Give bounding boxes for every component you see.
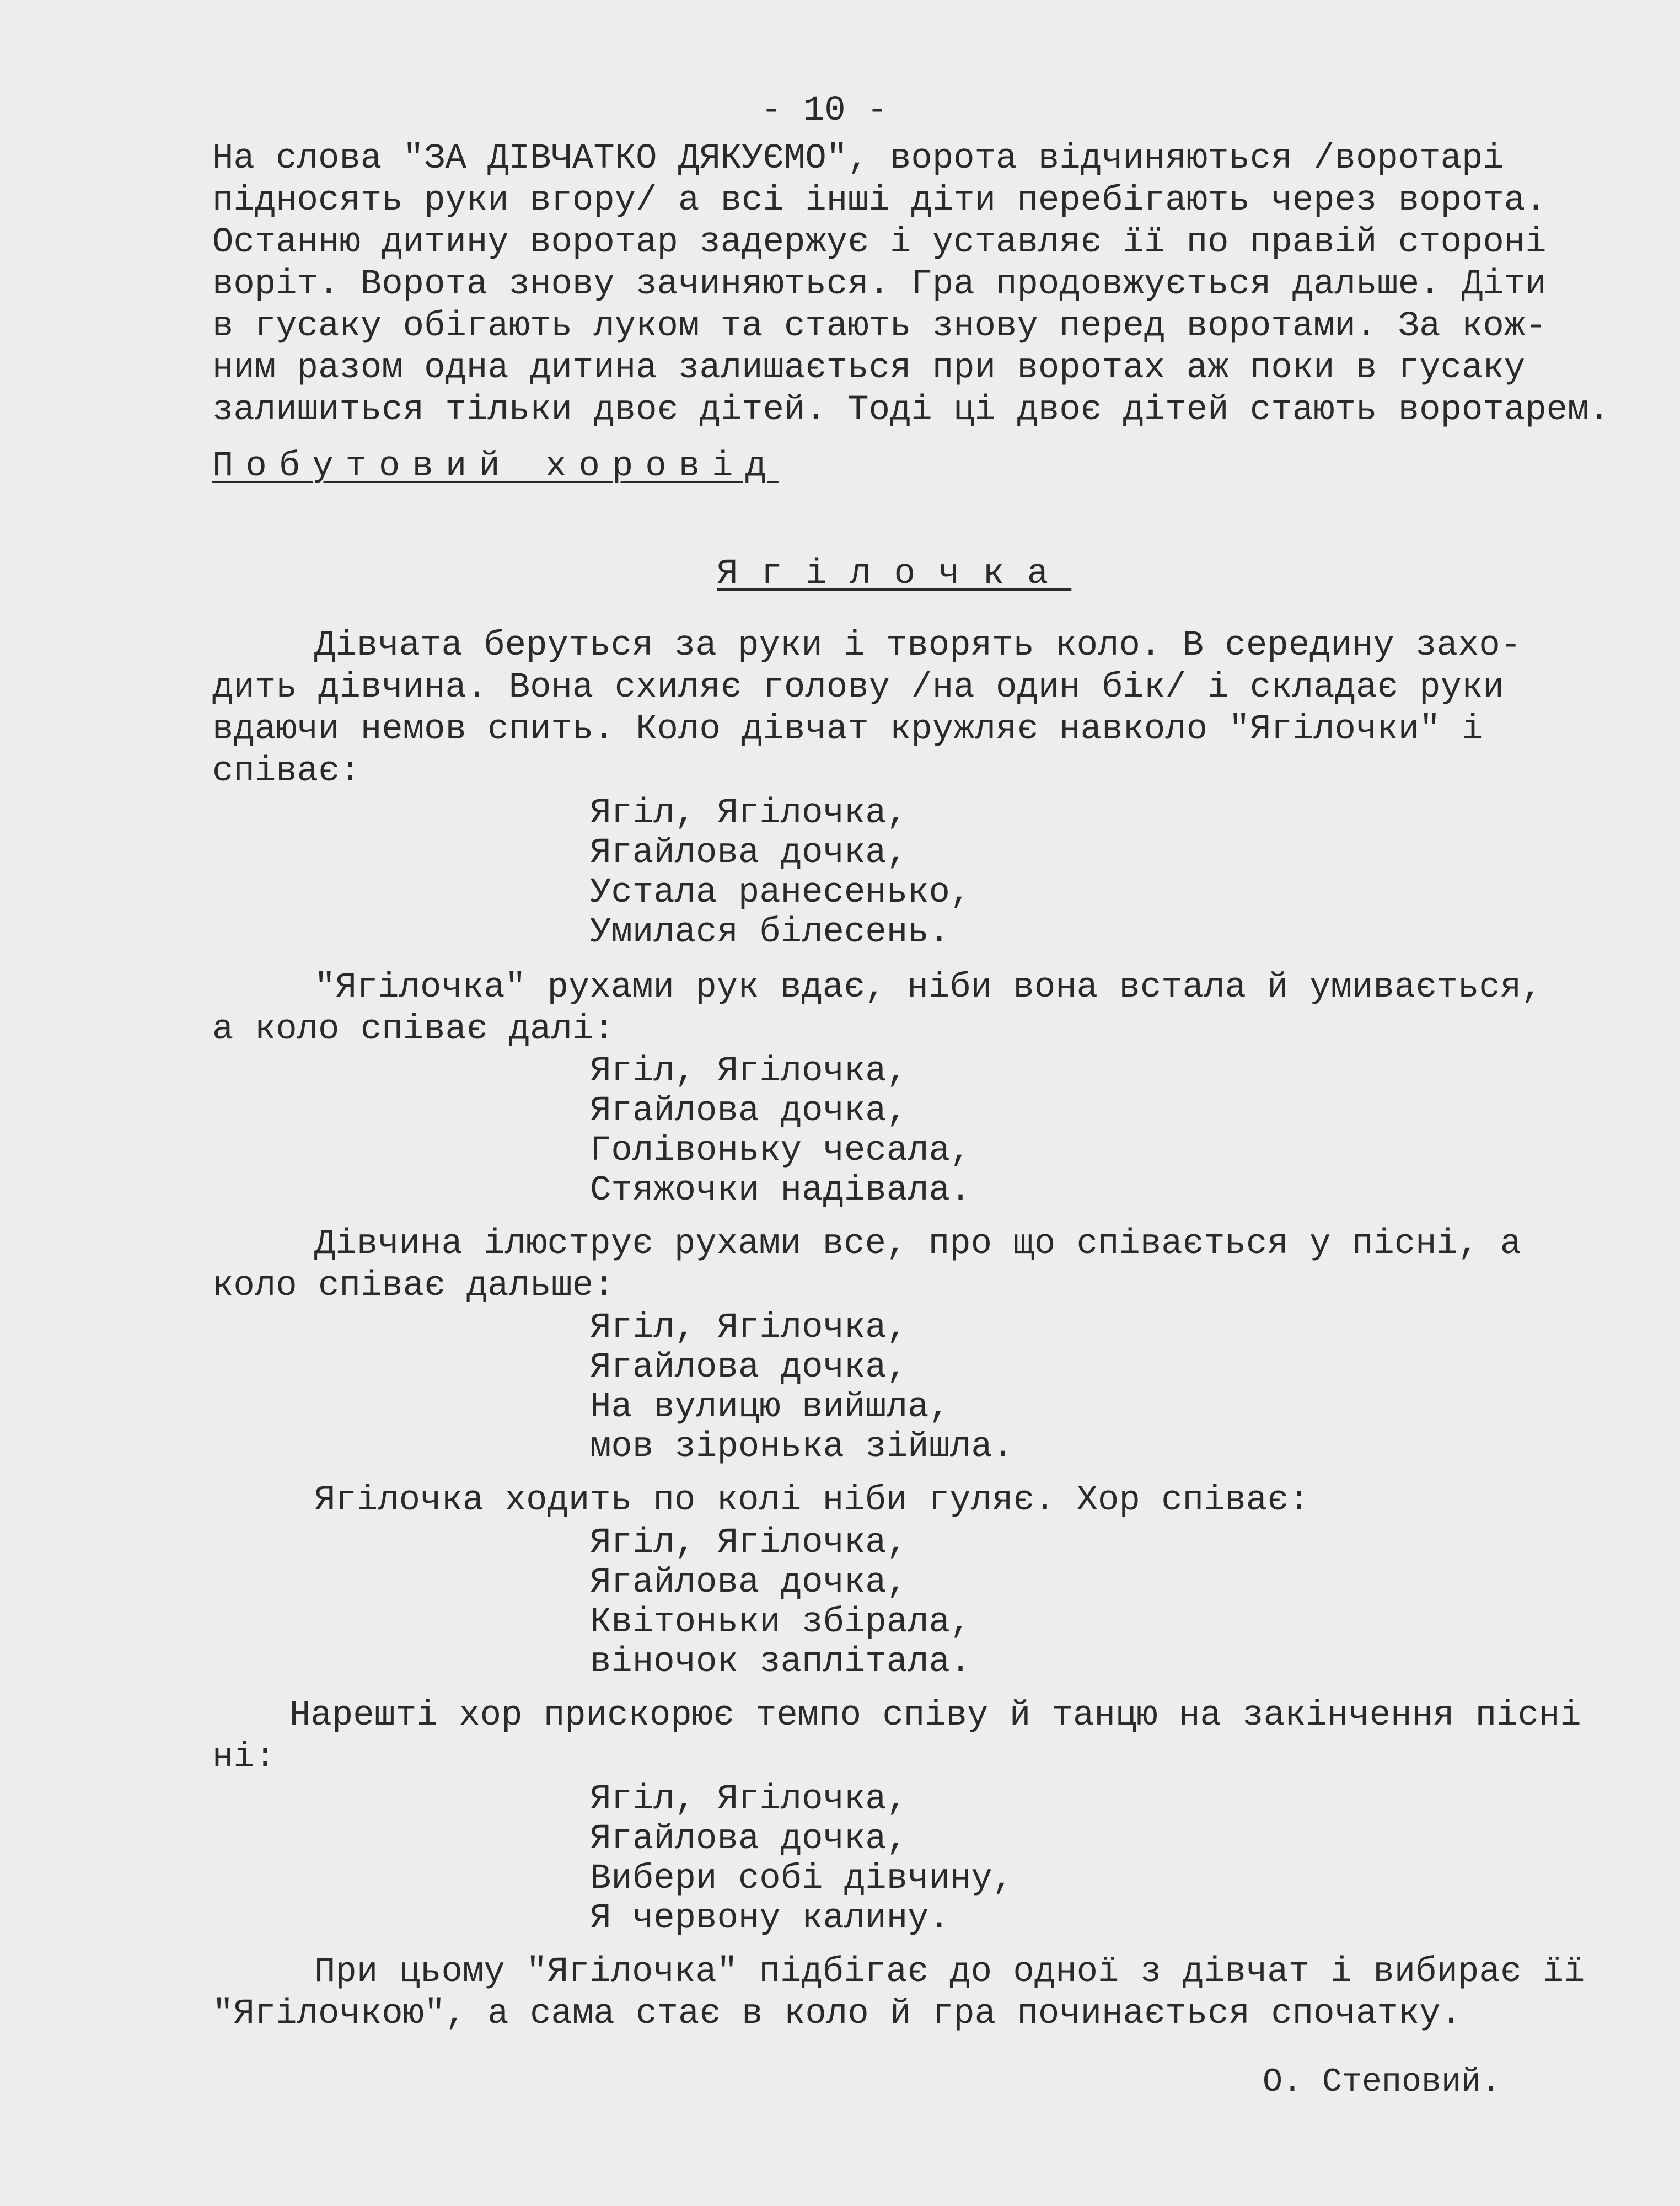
verse-line: Ягіл, Ягілочка, — [590, 1780, 908, 1819]
verse-line: мов зіронька зійшла. — [590, 1427, 1014, 1467]
verse-line: Голівоньку чесала, — [590, 1131, 971, 1171]
verse-line: Квітоньки збірала, — [590, 1603, 971, 1642]
intro-line: На слова "ЗА ДІВЧАТКО ДЯКУЄМО", ворота відчиняються /воротарі — [212, 139, 1504, 179]
verse-line: На вулицю вийшла, — [590, 1388, 950, 1427]
verse-line: віночок заплітала. — [590, 1642, 971, 1682]
description-line: дить дівчина. Вона схиляє голову /на один бік/ і складає руки — [212, 668, 1504, 708]
verse-line: Ягіл, Ягілочка, — [590, 794, 908, 833]
intro-line: ним разом одна дитина залишається при воротах аж поки в гусаку — [212, 349, 1526, 388]
description-line: співає: — [212, 752, 361, 791]
narrative-line: Дівчина ілюструє рухами все, про що співається у пісні, а — [314, 1224, 1522, 1264]
verse-line: Ягайлова дочка, — [590, 1348, 908, 1388]
narrative-line: Нарешті хор прискорює темпо співу й танцю на закінчення пісні — [289, 1696, 1581, 1736]
verse-line: Вибери собі дівчину, — [590, 1859, 1014, 1899]
intro-line: в гусаку обігають луком та стають знову перед воротами. За кож- — [212, 307, 1547, 346]
intro-line: воріт. Ворота знову зачиняються. Гра продовжується дальше. Діти — [212, 265, 1547, 304]
intro-line: підносять руки вгору/ а всі інші діти перебігають через ворота. — [212, 181, 1547, 221]
verse-line: Ягіл, Ягілочка, — [590, 1523, 908, 1563]
description-line: вдаючи немов спить. Коло дівчат кружляє навколо "Ягілочки" і — [212, 710, 1483, 749]
narrative-line: ні: — [212, 1738, 276, 1777]
narrative-line: а коло співає далі: — [212, 1010, 615, 1050]
section-heading: Побутовий хоровід — [212, 447, 779, 486]
verse-line: Ягіл, Ягілочка, — [590, 1308, 908, 1348]
verse-line: Стяжочки надівала. — [590, 1171, 971, 1211]
narrative-line: Ягілочка ходить по колі ніби гуляє. Хор співає: — [314, 1481, 1310, 1520]
narrative-line: коло співає дальше: — [212, 1266, 615, 1306]
closing-line: "Ягілочкою", а сама стає в коло й гра починається спочатку. — [212, 1994, 1462, 2034]
verse-line: Ягайлова дочка, — [590, 1091, 908, 1131]
verse-line: Ягайлова дочка, — [590, 1819, 908, 1859]
song-title: Ягілочка — [717, 554, 1072, 594]
verse-line: Умилася білесень. — [590, 913, 950, 952]
closing-line: При цьому "Ягілочка" підбігає до одної з дівчат і вибирає її — [314, 1952, 1585, 1992]
description-line: Дівчата беруться за руки і творять коло. В середину захо- — [314, 626, 1522, 666]
page-number: - 10 - — [761, 91, 888, 131]
intro-line: Останню дитину воротар задержує і уставляє її по правій стороні — [212, 223, 1547, 263]
verse-line: Ягайлова дочка, — [590, 1563, 908, 1603]
verse-line: Устала ранесенько, — [590, 873, 971, 913]
verse-line: Ягайлова дочка, — [590, 833, 908, 873]
narrative-line: "Ягілочка" рухами рук вдає, ніби вона встала й умивається, — [314, 968, 1543, 1008]
intro-line: залишиться тільки двоє дітей. Тоді ці двоє дітей стають воротарем. — [212, 390, 1610, 430]
verse-line: Ягіл, Ягілочка, — [590, 1052, 908, 1091]
verse-line: Я червону калину. — [590, 1899, 950, 1939]
signature: О. Степовий. — [1263, 2064, 1501, 2101]
